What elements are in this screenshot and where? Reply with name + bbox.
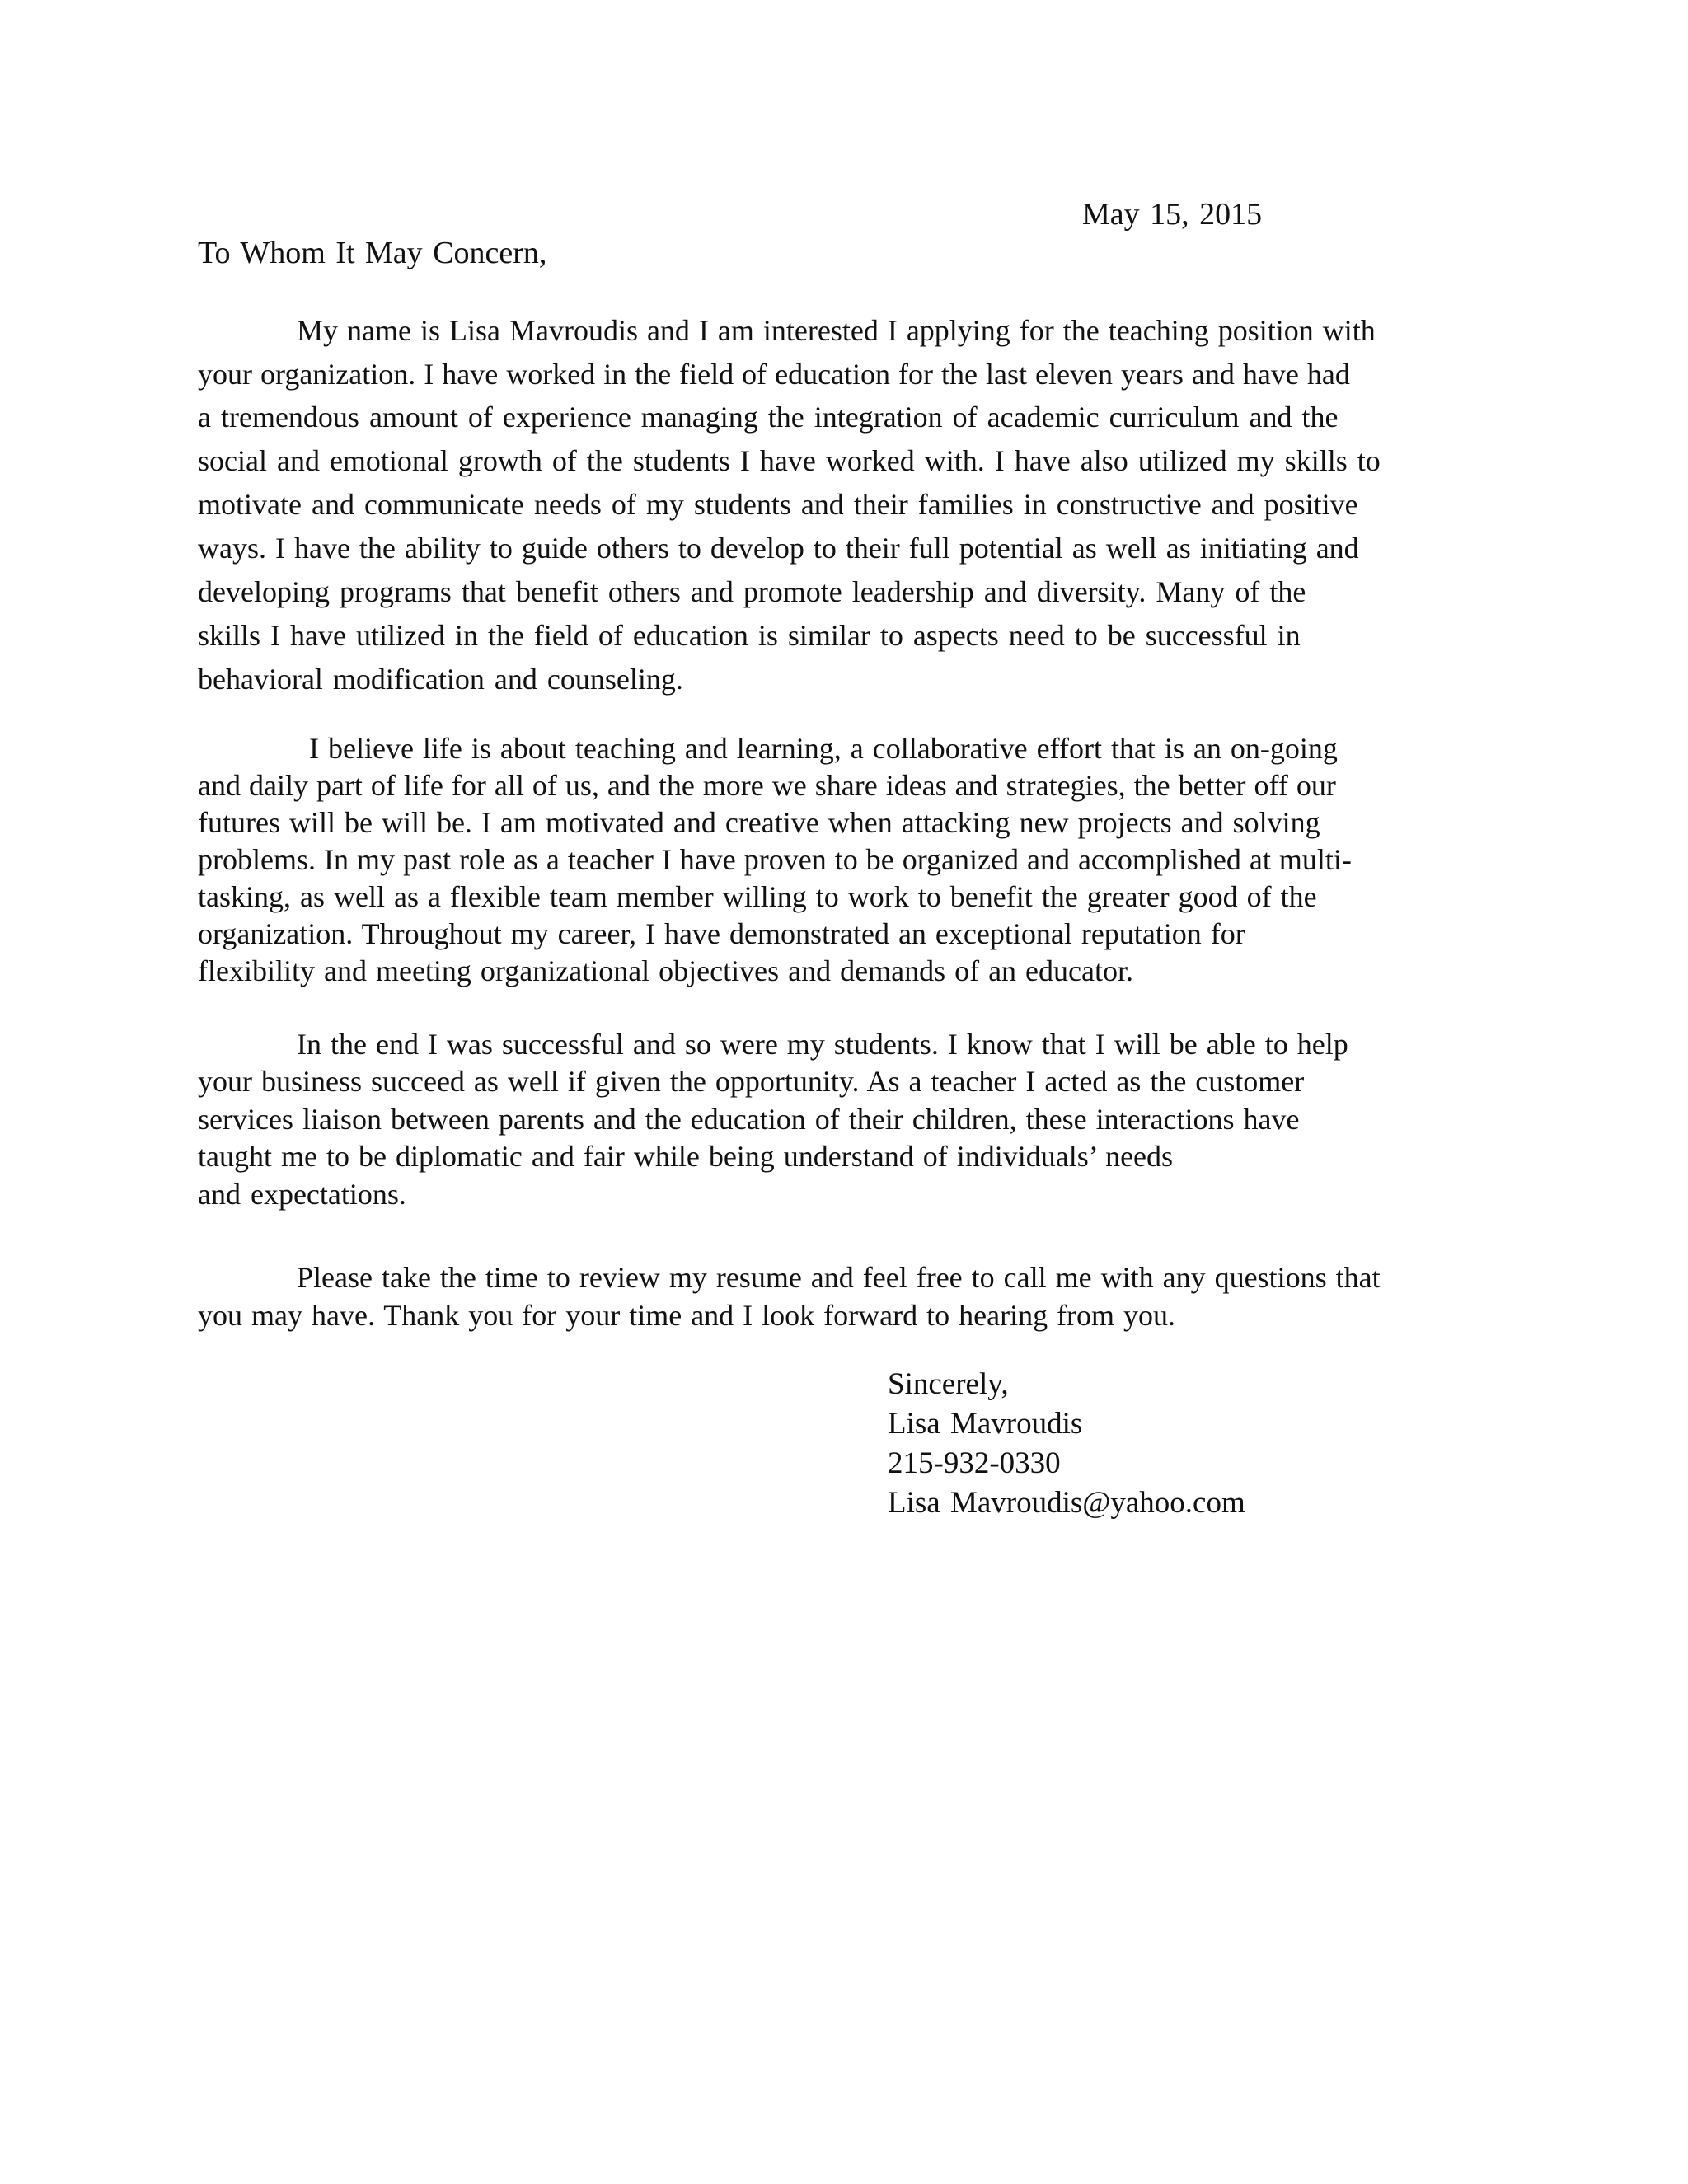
paragraph-2-line: I believe life is about teaching and learning, a collaborative effort that is an on-going — [309, 732, 1338, 765]
paragraph-1-line: behavioral modification and counseling. — [198, 663, 683, 696]
paragraph-3-line: and expectations. — [198, 1178, 406, 1211]
paragraph-2-line: tasking, as well as a flexible team member willing to work to benefit the greater good of the — [198, 880, 1317, 913]
paragraph-1-line: a tremendous amount of experience managing the integration of academic curriculum and the — [198, 401, 1339, 434]
paragraph-1-line: motivate and communicate needs of my students and their families in constructive and positive — [198, 488, 1358, 521]
email-address: Lisa Mavroudis@yahoo.com — [888, 1486, 1245, 1520]
closing: Sincerely, — [888, 1367, 1009, 1401]
paragraph-2-line: futures will be will be. I am motivated and creative when attacking new projects and solving — [198, 806, 1320, 839]
paragraph-3-line: services liaison between parents and the education of their children, these interactions have — [198, 1103, 1300, 1136]
paragraph-1-line: My name is Lisa Mavroudis and I am interested I applying for the teaching position with — [297, 314, 1376, 347]
paragraph-1-line: social and emotional growth of the students I have worked with. I have also utilized my skills to — [198, 444, 1381, 477]
letter-date: May 15, 2015 — [1082, 197, 1263, 232]
paragraph-2-line: organization. Throughout my career, I have demonstrated an exceptional reputation for — [198, 917, 1245, 950]
paragraph-1-line: ways. I have the ability to guide others to develop to their full potential as well as initiating and — [198, 532, 1359, 565]
paragraph-4-line: you may have. Thank you for your time and I look forward to hearing from you. — [198, 1299, 1176, 1332]
paragraph-2-line: and daily part of life for all of us, and the more we share ideas and strategies, the better off our — [198, 769, 1336, 802]
paragraph-2-line: flexibility and meeting organizational objectives and demands of an educator. — [198, 954, 1133, 987]
paragraph-3-line: taught me to be diplomatic and fair while being understand of individuals’ needs — [198, 1140, 1174, 1173]
paragraph-2-line: problems. In my past role as a teacher I have proven to be organized and accomplished at multi- — [198, 843, 1352, 876]
paragraph-4-line: Please take the time to review my resume and feel free to call me with any questions that — [297, 1261, 1381, 1294]
paragraph-1-line: your organization. I have worked in the field of education for the last eleven years and have had — [198, 358, 1350, 391]
phone-number: 215-932-0330 — [888, 1446, 1061, 1480]
paragraph-1-line: skills I have utilized in the field of education is similar to aspects need to be successful in — [198, 619, 1301, 652]
paragraph-3-line: your business succeed as well if given the opportunity. As a teacher I acted as the customer — [198, 1065, 1305, 1098]
signature-name: Lisa Mavroudis — [888, 1407, 1083, 1441]
paragraph-1-line: developing programs that benefit others and promote leadership and diversity. Many of the — [198, 575, 1306, 608]
paragraph-3-line: In the end I was successful and so were my students. I know that I will be able to help — [297, 1028, 1348, 1061]
salutation: To Whom It May Concern, — [198, 236, 547, 270]
